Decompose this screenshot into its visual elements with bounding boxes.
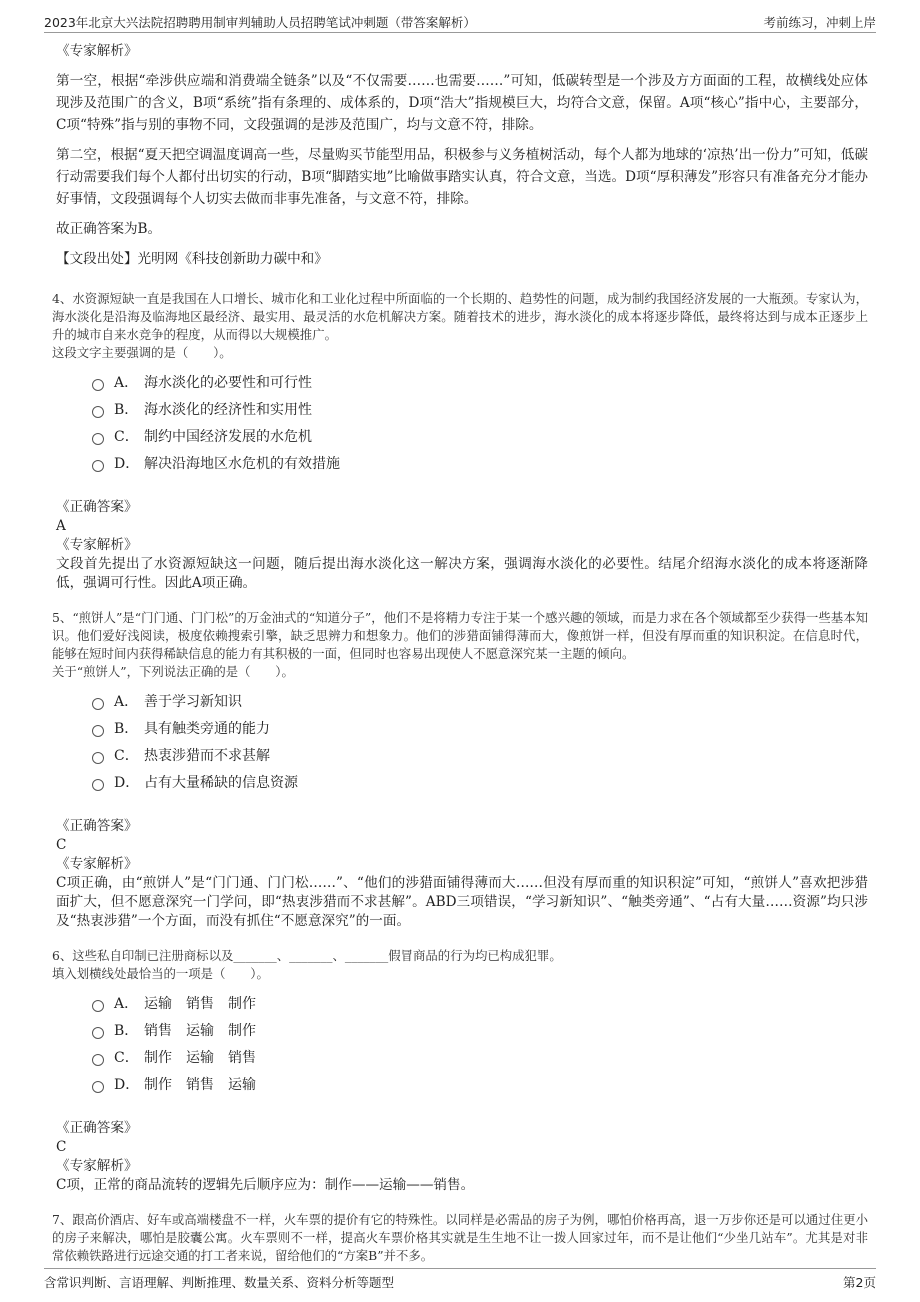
radio-icon[interactable] [92,460,104,472]
question-6-options [92,989,868,1097]
option-d[interactable]: D． 解决沿海地区水危机的有效措施 [92,449,868,476]
analysis-paragraph-2: 第二空，根据“夏天把空调温度调高一些，尽量购买节能型用品，积极参与义务植树活动，每个人都为地球的‘凉热’出一份力”可知，低碳行动需要我们每个人都付出切实的行动，B项“脚踏实地”比喻做事踏实认真，符合文意，当选。D项“厚积薄发”形容只有准备充分才能办好事情，文段强调每个人切实去做而非事先准备，与文意不符，排除。 [56,147,868,207]
option-d[interactable]: D． 占有大量稀缺的信息资源 [92,768,868,795]
question-prompt: 这段文字主要强调的是（ ）。 [52,345,232,360]
option-c[interactable]: C． 制约中国经济发展的水危机 [92,422,868,449]
expert-analysis-label: 《专家解析》 [56,537,138,553]
question-stem: 7、跟高价酒店、好车或高端楼盘不一样，火车票的提价有它的特殊性。以同样是必需品的房子为例，哪怕价格再高，退一万步你还是可以通过住更小的房子来解决，哪怕是胶囊公寓。火车票则不一样，提高火车票价格其实就是生生地不让一拨人回家过年，而不是让他们“少坐几站车”。尤其是对非常依赖铁路进行远途交通的打工者来说，留给他们的“方案B”并不多。 [52,1212,868,1263]
radio-icon[interactable] [92,1027,104,1039]
option-a[interactable]: A． 海水淡化的必要性和可行性 [92,368,868,395]
option-b[interactable]: B． 销售 运输 制作 [92,1016,868,1043]
footer-topics: 含常识判断、言语理解、判断推理、数量关系、资料分析等题型 [44,1275,395,1290]
page-content [52,40,868,1265]
radio-icon[interactable] [92,379,104,391]
correct-answer-label: 《正确答案》 [56,818,138,834]
expert-analysis-label: 《专家解析》 [56,43,138,59]
radio-icon[interactable] [92,1000,104,1012]
radio-icon[interactable] [92,752,104,764]
correct-answer: A [56,518,66,534]
question-5 [52,609,868,681]
top-analysis [56,40,868,270]
question-5-answer [56,817,868,931]
question-prompt: 填入划横线处最恰当的一项是（ ）。 [52,966,269,981]
question-6 [52,947,868,983]
radio-icon[interactable] [92,1054,104,1066]
question-stem: 6、这些私自印制已注册商标以及_______、_______、_______假冒商品的行为均已构成犯罪。 [52,948,562,963]
question-stem: 5、“煎饼人”是“门门通、门门松”的万金油式的“知道分子”，他们不是将精力专注于某一个感兴趣的领域，而是力求在各个领域都至少获得一些基本知识。他们爱好浅阅读，极度依赖搜索引擎，缺乏思辨力和想象力。他们的涉猎面铺得薄而大，像煎饼一样，但没有厚而重的知识积淀。在信息时代，能够在短时间内获得稀缺信息的能力有其积极的一面，但同时也容易出现使人不愿意深究某一主题的倾向。 [52,610,868,661]
option-a[interactable]: A． 善于学习新知识 [92,687,868,714]
question-stem: 4、水资源短缺一直是我国在人口增长、城市化和工业化过程中所面临的一个长期的、趋势性的问题，成为制约我国经济发展的一大瓶颈。专家认为，海水淡化是沿海及临海地区最经济、最实用、最灵活的水危机解决方案。随着技术的进步，海水淡化的成本将逐步降低，最终将达到与成本正逐步上升的城市自来水竞争的程度，从而得以大规模推广。 [52,291,868,342]
correct-answer: C [56,837,67,853]
radio-icon[interactable] [92,698,104,710]
expert-analysis-label: 《专家解析》 [56,856,138,872]
answer-explanation: C项正确，由“煎饼人”是“门门通、门门松……”、“他们的涉猎面铺得薄而大……但没有厚而重的知识积淀”可知，“煎饼人”喜欢把涉猎面扩大，但不愿意深究一门学问，即“热衷涉猎而不求甚解”。ABD三项错误，“学习新知识”、“触类旁通”、“占有大量……资源”均只涉及“热衷涉猎”一个方面，而没有抓住“不愿意深究”的一面。 [56,875,868,929]
option-d[interactable]: D． 制作 销售 运输 [92,1070,868,1097]
correct-answer-label: 《正确答案》 [56,1120,138,1136]
answer-explanation: C项，正常的商品流转的逻辑先后顺序应为：制作——运输——销售。 [56,1177,475,1193]
option-c[interactable]: C． 热衷涉猎而不求甚解 [92,741,868,768]
expert-analysis-label: 《专家解析》 [56,1158,138,1174]
analysis-conclusion: 故正确答案为B。 [56,221,162,237]
question-7 [52,1211,868,1265]
analysis-paragraph-1: 第一空，根据“牵涉供应端和消费端全链条”以及“不仅需要……也需要……”可知，低碳转型是一个涉及方方面面的工程，故横线处应体现涉及范围广的含义，B项“系统”指有条理的、成体系的，D项“浩大”指规模巨大，均符合文意，保留。A项“核心”指中心，主要部分，C项“特殊”指与别的事物不同，文段强调的是涉及范围广，均与文意不符，排除。 [56,73,868,133]
option-b[interactable]: B． 具有触类旁通的能力 [92,714,868,741]
document-title: 2023年北京大兴法院招聘聘用制审判辅助人员招聘笔试冲刺题（带答案解析） [44,15,476,30]
question-6-answer [56,1119,868,1195]
source-citation: 【文段出处】光明网《科技创新助力碳中和》 [56,251,328,267]
radio-icon[interactable] [92,433,104,445]
correct-answer-label: 《正确答案》 [56,499,138,515]
page-number: 第2页 [843,1275,876,1290]
option-b[interactable]: B． 海水淡化的经济性和实用性 [92,395,868,422]
radio-icon[interactable] [92,1081,104,1093]
page-header [44,10,876,33]
question-prompt: 关于“煎饼人”，下列说法正确的是（ ）。 [52,664,294,679]
question-4-answer [56,498,868,593]
header-slogan: 考前练习，冲刺上岸 [763,15,876,30]
option-a[interactable]: A． 运输 销售 制作 [92,989,868,1016]
page-footer [44,1268,876,1293]
question-4-options [92,368,868,476]
option-c[interactable]: C． 制作 运输 销售 [92,1043,868,1070]
radio-icon[interactable] [92,725,104,737]
question-5-options [92,687,868,795]
question-4 [52,290,868,362]
radio-icon[interactable] [92,406,104,418]
radio-icon[interactable] [92,779,104,791]
correct-answer: C [56,1139,67,1155]
answer-explanation: 文段首先提出了水资源短缺这一问题，随后提出海水淡化这一解决方案，强调海水淡化的必要性。结尾介绍海水淡化的成本将逐渐降低，强调可行性。因此A项正确。 [56,556,868,591]
